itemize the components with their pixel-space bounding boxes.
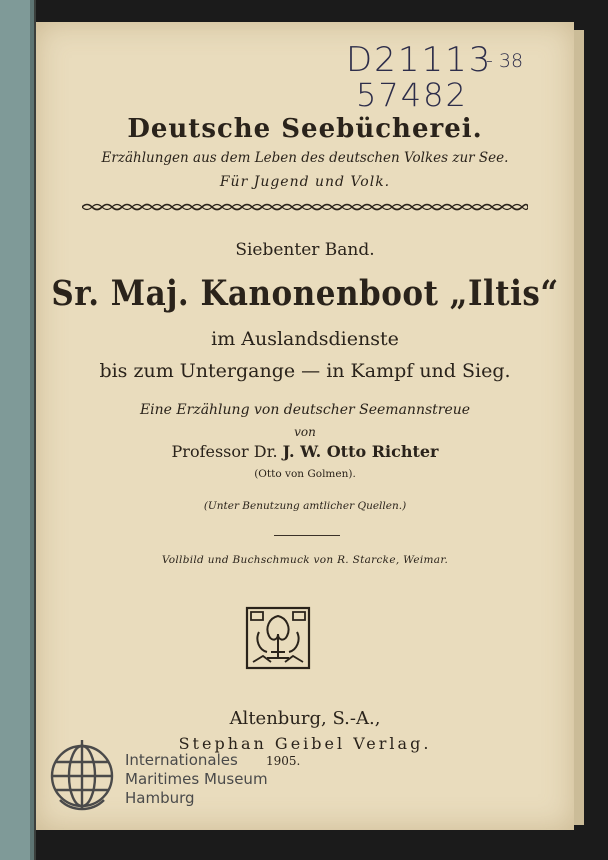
watermark-line-3: Hamburg [125, 789, 195, 807]
museum-watermark [125, 751, 268, 808]
author-name: J. W. Otto Richter [282, 442, 439, 461]
publication-place: Altenburg, S.-A., [229, 708, 381, 729]
divider-rule [274, 535, 340, 536]
book-cover-board [0, 0, 36, 860]
handwritten-shelfmark-2: 57482 [356, 76, 468, 114]
author-prefix: Professor Dr. [171, 442, 278, 461]
main-title: Sr. Maj. Kanonenboot „Iltis“ [51, 273, 559, 315]
subtitle-line-1: im Auslandsdienste [211, 328, 399, 350]
subtitle-line-2: bis zum Untergange — in Kampf und Sieg. [99, 360, 511, 382]
illustration-credit: Vollbild und Buchschmuck von R. Starcke, Weimar. [161, 554, 449, 566]
author-line [36, 442, 574, 461]
volume-label: Siebenter Band. [235, 240, 375, 260]
watermark-line-1: Internationales [125, 751, 238, 769]
publication-year: 1905. [266, 754, 301, 768]
series-audience: Für Jugend und Volk. [219, 174, 391, 190]
handwritten-shelfmark-1-suffix: - 38 [486, 50, 524, 72]
by-label: von [294, 425, 316, 439]
title-page [36, 22, 574, 830]
sources-note: (Unter Benutzung amtlicher Quellen.) [203, 500, 407, 512]
page-stack-edge [574, 30, 584, 825]
series-title: Deutsche Seebücherei. [127, 114, 483, 144]
ornamental-rule [82, 202, 528, 212]
watermark-line-2: Maritimes Museum [125, 770, 268, 788]
board-edge [30, 0, 34, 860]
description: Eine Erzählung von deutscher Seemannstreue [139, 402, 471, 418]
printers-ornament-icon [245, 606, 311, 670]
publisher: Stephan Geibel Verlag. [178, 734, 432, 753]
museum-globe-ship-logo-icon [44, 738, 120, 816]
series-subtitle: Erzählungen aus dem Leben des deutschen Volkes zur See. [101, 150, 509, 166]
handwritten-shelfmark-1: D21113 [346, 40, 493, 80]
author-pseudonym: (Otto von Golmen). [254, 468, 356, 480]
